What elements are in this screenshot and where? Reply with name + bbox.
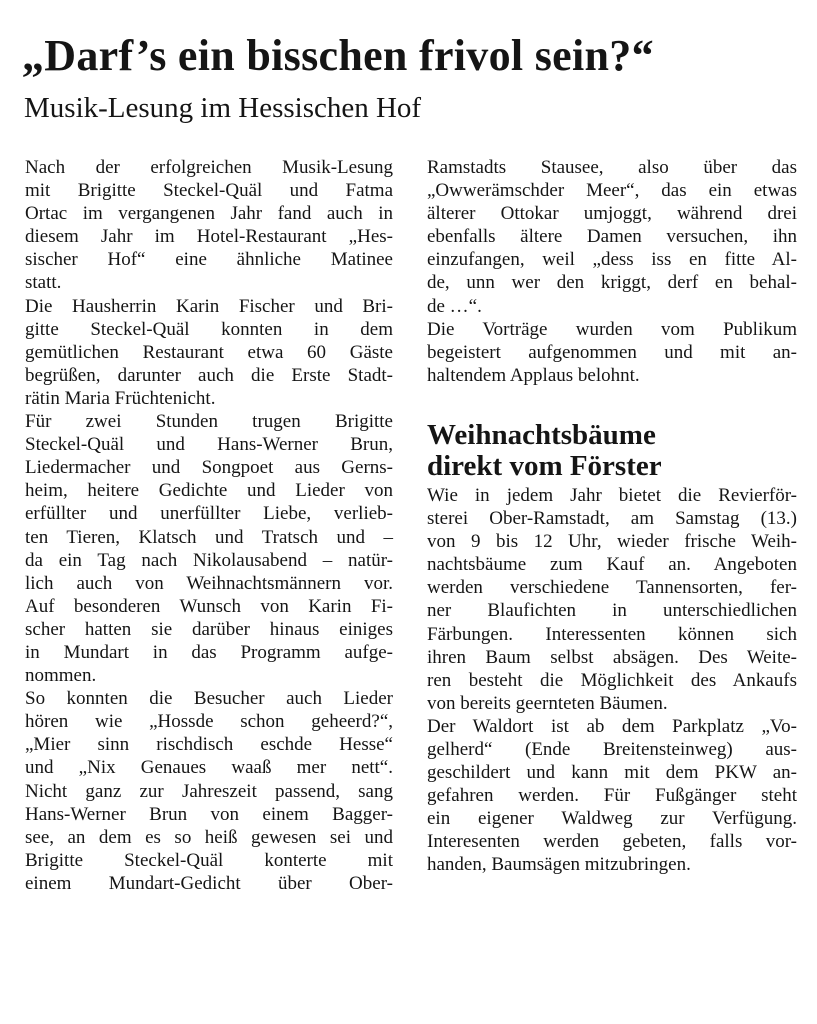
text-line: Die Vorträge wurden vom Publikum bbox=[427, 318, 797, 340]
text-line: und „Nix Genaues waaß mer nett“. bbox=[25, 757, 393, 779]
text-line: einem Mundart-Gedicht über Ober- bbox=[25, 872, 393, 894]
text-line: lich auch von Weihnachtsmännern vor. bbox=[25, 572, 393, 594]
text-line: begeistert aufgenommen und mit an- bbox=[427, 341, 797, 363]
text-line: ein eigener Waldweg zur Verfügung. bbox=[427, 808, 797, 830]
text-line: in Mundart in das Programm aufge- bbox=[25, 641, 393, 663]
text-line: da ein Tag nach Nikolausabend – natür- bbox=[25, 549, 393, 571]
text-line: Auf besonderen Wunsch von Karin Fi- bbox=[25, 595, 393, 617]
text-line: gemütlichen Restaurant etwa 60 Gäste bbox=[25, 341, 393, 363]
heading-line: direkt vom Förster bbox=[427, 449, 662, 482]
text-line: „Owwerämschder Meer“, das ein etwas bbox=[427, 180, 797, 202]
text-line: Interesenten werden gebeten, falls vor- bbox=[427, 831, 797, 853]
subtitle: Musik-Lesung im Hessischen Hof bbox=[24, 92, 422, 124]
text-line: gitte Steckel-Quäl konnten in dem bbox=[25, 318, 393, 340]
text-line: scher hatten sie darüber hinaus einiges bbox=[25, 618, 393, 640]
text-line: Färbungen. Interessenten können sich bbox=[427, 623, 797, 645]
text-line: de, unn wer den kriggt, derf en behal- bbox=[427, 272, 797, 294]
text-line: werden verschiedene Tannensorten, fer- bbox=[427, 577, 797, 599]
text-line: von 9 bis 12 Uhr, wieder frische Weih- bbox=[427, 531, 797, 553]
text-line: Hans-Werner Brun von einem Bagger- bbox=[25, 803, 393, 825]
text-line: see, an dem es so heiß gewesen sei und bbox=[25, 826, 393, 848]
text-line: einzufangen, weil „dess iss en fitte Al- bbox=[427, 249, 797, 271]
article-column-left bbox=[25, 156, 393, 895]
text-line: Die Hausherrin Karin Fischer und Bri- bbox=[25, 295, 393, 317]
text-line: erfüllter und unerfüllter Liebe, verlieb- bbox=[25, 503, 393, 525]
text-line: begrüßen, darunter auch die Erste Stadt- bbox=[25, 364, 393, 386]
text-line: Nicht ganz zur Jahreszeit passend, sang bbox=[25, 780, 393, 802]
text-line: Wie in jedem Jahr bietet die Revierför- bbox=[427, 484, 797, 506]
text-line: rätin Maria Früchtenicht. bbox=[25, 387, 216, 409]
text-line: nachtsbäume zum Kauf an. Angeboten bbox=[427, 554, 797, 576]
text-line: mit Brigitte Steckel-Quäl und Fatma bbox=[25, 180, 393, 202]
text-line: ren besteht die Möglichkeit des Ankaufs bbox=[427, 669, 797, 691]
text-line: „Mier sinn rischdisch eschde Hesse“ bbox=[25, 734, 393, 756]
article-heading bbox=[427, 420, 797, 482]
text-line: älterer Ottokar umjoggt, während drei bbox=[427, 203, 797, 225]
text-line: sischer Hof“ eine ähnliche Matinee bbox=[25, 249, 393, 271]
text-line: heim, heitere Gedichte und Lieder von bbox=[25, 480, 393, 502]
text-line: Steckel-Quäl und Hans-Werner Brun, bbox=[25, 434, 393, 456]
text-line: haltendem Applaus belohnt. bbox=[427, 364, 640, 386]
text-line: hören wie „Hossde schon geheerd?“, bbox=[25, 711, 393, 733]
heading-line: Weihnachtsbäume bbox=[427, 418, 656, 451]
text-line: Nach der erfolgreichen Musik-Lesung bbox=[25, 157, 393, 178]
text-line: sterei Ober-Ramstadt, am Samstag (13.) bbox=[427, 508, 797, 530]
text-line: ebenfalls ältere Damen versuchen, ihn bbox=[427, 226, 797, 248]
text-line: handen, Baumsägen mitzubringen. bbox=[427, 854, 691, 876]
page-title: „Darf’s ein bisschen frivol sein?“ bbox=[22, 31, 654, 80]
text-line: von bereits geernteten Bäumen. bbox=[427, 692, 668, 714]
text-line: Liedermacher und Songpoet aus Gerns- bbox=[25, 457, 393, 479]
text-line: diesem Jahr im Hotel-Restaurant „Hes- bbox=[25, 226, 393, 248]
text-line: gelherd“ (Ende Breitensteinweg) aus- bbox=[427, 738, 797, 760]
text-line: Für zwei Stunden trugen Brigitte bbox=[25, 411, 393, 433]
text-line: geschildert und kann mit dem PKW an- bbox=[427, 762, 797, 784]
article-column-right bbox=[427, 156, 797, 877]
text-line: nommen. bbox=[25, 665, 97, 687]
text-line: de …“. bbox=[427, 295, 482, 317]
text-line: statt. bbox=[25, 272, 62, 294]
text-line: Brigitte Steckel-Quäl konterte mit bbox=[25, 849, 393, 871]
text-line: ihren Baum selbst absägen. Des Weite- bbox=[427, 646, 797, 668]
text-line: Ramstadts Stausee, also über das bbox=[427, 157, 797, 178]
text-line: gefahren werden. Für Fußgänger steht bbox=[427, 785, 797, 807]
text-line: ten Tieren, Klatsch und Tratsch und – bbox=[25, 526, 393, 548]
text-line: So konnten die Besucher auch Lieder bbox=[25, 688, 393, 710]
text-line: Ortac im vergangenen Jahr fand auch in bbox=[25, 203, 393, 225]
text-line: ner Blaufichten in unterschiedlichen bbox=[427, 600, 797, 622]
text-line: Der Waldort ist ab dem Parkplatz „Vo- bbox=[427, 715, 797, 737]
